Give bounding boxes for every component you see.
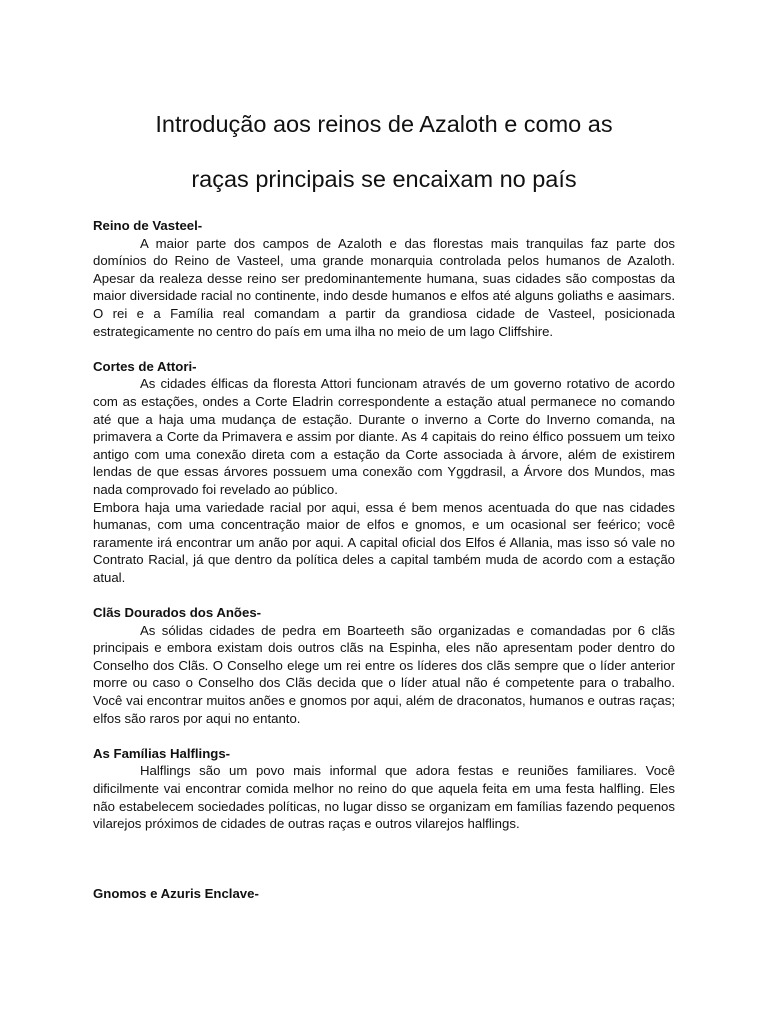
section-gnomos-azuris xyxy=(93,885,675,903)
title-line-2: raças principais se encaixam no país xyxy=(191,166,577,192)
section-heading: Cortes de Attori- xyxy=(93,358,197,374)
section-paragraph: As sólidas cidades de pedra em Boarteeth são organizadas e comandadas por 6 clãs principais e embora existam dois outros clãs na Espinha, eles não apresentam poder dentro do Conselho dos Clãs. O Conselho elege um rei entre os líderes dos clãs sempre que o líder anterior morre ou caso o Conselho dos Clãs decida que o líder atual não é competente para o trabalho. Você vai encontrar muitos anões e gnomos por aqui, além de draconatos, humanos e outras raças; elfos são raros por aqui no entanto. xyxy=(93,622,675,726)
document-page xyxy=(93,110,675,902)
title-line-1: Introdução aos reinos de Azaloth e como as xyxy=(155,111,613,137)
section-reino-de-vasteel xyxy=(93,217,675,340)
section-familias-halflings xyxy=(93,745,675,833)
section-clas-dourados xyxy=(93,604,675,727)
section-heading: Clãs Dourados dos Anões- xyxy=(93,605,262,621)
section-heading: As Famílias Halflings- xyxy=(93,745,231,761)
section-paragraph: A maior parte dos campos de Azaloth e das florestas mais tranquilas faz parte dos domínios do Reino de Vasteel, uma grande monarquia controlada pelos humanos de Azaloth. Apesar da realeza desse reino ser predominantemente humana, suas cidades são compostas da maior diversidade racial no continente, indo desde humanos e elfos até alguns goliaths e aasimars. O rei e a Família real comandam a partir da grandiosa cidade de Vasteel, posicionada estrategicamente no centro do país em uma ilha no meio de um lago Cliffshire. xyxy=(93,235,675,339)
document-title xyxy=(93,110,675,193)
section-paragraph: Halflings são um povo mais informal que adora festas e reuniões familiares. Você dificilmente vai encontrar comida melhor no reino do que aquela feita em uma festa halfling. Eles não estabelecem sociedades políticas, no lugar disso se organizam em famílias fazendo pequenos vilarejos próximos de cidades de outras raças e outros vilarejos halflings. xyxy=(93,763,675,832)
section-paragraph: Embora haja uma variedade racial por aqui, essa é bem menos acentuada do que nas cidades humanas, com uma concentração maior de elfos e gnomos, e um ocasional ser feérico; você raramente irá encontrar um anão por aqui. A capital oficial dos Elfos é Allania, mas isso só vale no Contrato Racial, já que dentro da política deles a capital também muda de acordo com a estação atual. xyxy=(93,499,675,585)
section-heading: Reino de Vasteel- xyxy=(93,218,203,233)
section-paragraph: As cidades élficas da floresta Attori funcionam através de um governo rotativo de acordo com as estações, ondes a Corte Eladrin correspondente a estação atual permanece no comando até que a haja uma mudança de estação. Durante o inverno a Corte do Inverno comanda, na primavera a Corte da Primavera e assim por diante. As 4 capitais do reino élfico possuem um teixo antigo com uma conexão direta com a estação da Corte associada à árvore, além de existirem lendas de que essas árvores possuem uma conexão com Yggdrasil, a Árvore dos Mundos, mas nada comprovado foi revelado ao público. xyxy=(93,376,675,497)
section-cortes-de-attori xyxy=(93,358,675,587)
section-heading: Gnomos e Azuris Enclave- xyxy=(93,885,259,901)
